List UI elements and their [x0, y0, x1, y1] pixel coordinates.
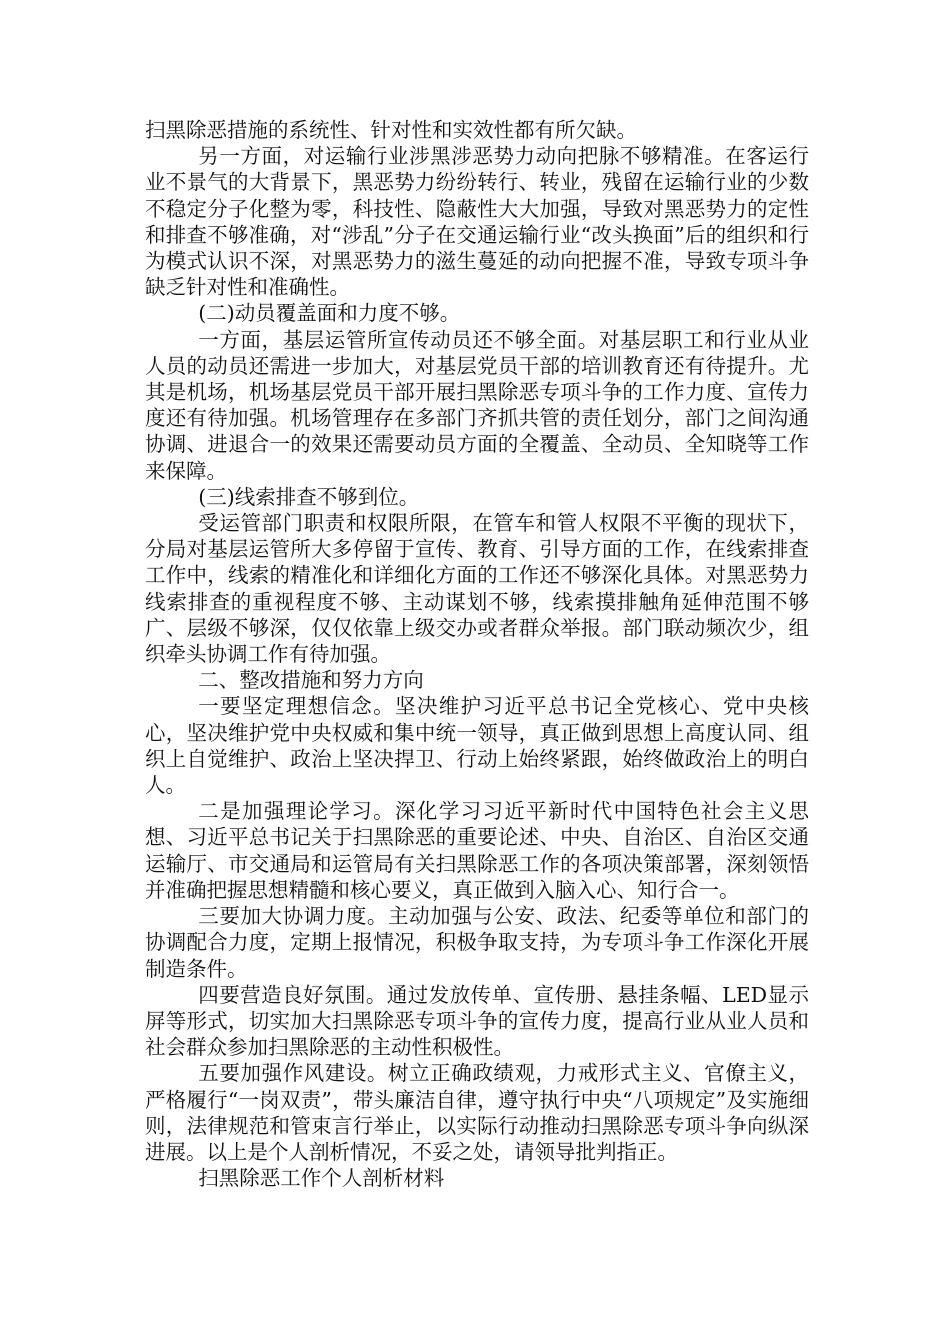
paragraph-measure-2: 二是加强理论学习。深化学习习近平新时代中国特色社会主义思想、习近平总书记关于扫黑除恶的重要论述、中央、自治区、自治区交通运输厅、市交通局和运管局有关扫黑除恶工作的各项决策部署，深刻领悟并准确把握思想精髓和核心要义，真正做到入脑入心、知行合一。: [145, 799, 809, 902]
paragraph-measure-3: 三要加大协调力度。主动加强与公安、政法、纪委等单位和部门的协调配合力度，定期上报情况，积极争取支持，为专项斗争工作深化开展制造条件。: [145, 904, 809, 981]
document-title-footer: 扫黑除恶工作个人剖析材料: [198, 1166, 445, 1191]
subheading-mobilization: (二)动员覆盖面和力度不够。: [198, 301, 461, 326]
document-body: [145, 117, 809, 1191]
section-heading-measures: 二、整改措施和努力方向: [198, 668, 424, 693]
paragraph-clue-screening: 受运管部门职责和权限所限，在管车和管人权限不平衡的现状下，分局对基层运管所大多停留于宣传、教育、引导方面的工作，在线索排查工作中，线索的精准化和详细化方面的工作还不够深化具体。对黑恶势力线索排查的重视程度不够、主动谋划不够，线索摸排触角延伸范围不够广、层级不够深，仅仅依靠上级交办或者群众举报。部门联动频次少，组织牵头协调工作有待加强。: [145, 511, 809, 667]
paragraph-continuation: 扫黑除恶措施的系统性、针对性和实效性都有所欠缺。: [145, 118, 637, 142]
subheading-clue-screening: (三)线索排查不够到位。: [198, 484, 420, 509]
paragraph-measure-1: 一要坚定理想信念。坚决维护习近平总书记全党核心、党中央核心，坚决维护党中央权威和集中统一领导，真正做到思想上高度认同、组织上自觉维护、政治上坚决捍卫、行动上始终紧跟，始终做政治上的明白人。: [145, 694, 809, 798]
paragraph-measure-5: 五要加强作风建设。树立正确政绩观，力戒形式主义、官僚主义，严格履行“一岗双责”，带头廉洁自律，遵守执行中央“八项规定”及实施细则，法律规范和管束言行举止，以实际行动推动扫黑除恶专项斗争向纵深进展。以上是个人剖析情况，不妥之处，请领导批判指正。: [145, 1061, 809, 1164]
paragraph-measure-4: 四要营造良好氛围。通过发放传单、宣传册、悬挂条幅、LED显示屏等形式，切实加大扫黑除恶专项斗争的宣传力度，提高行业从业人员和社会群众参加扫黑除恶的主动性积极性。: [145, 982, 809, 1060]
paragraph-mobilization: 一方面，基层运管所宣传动员还不够全面。对基层职工和行业从业人员的动员还需进一步加大，对基层党员干部的培训教育还有待提升。尤其是机场，机场基层党员干部开展扫黑除恶专项斗争的工作力度、宣传力度还有待加强。机场管理存在多部门齐抓共管的责任划分，部门之间沟通协调、进退合一的效果还需要动员方面的全覆盖、全动员、全知晓等工作来保障。: [145, 327, 809, 483]
paragraph-other-aspect: 另一方面，对运输行业涉黑涉恶势力动向把脉不够精准。在客运行业不景气的大背景下，黑恶势力纷纷转行、转业，残留在运输行业的少数不稳定分子化整为零，科技性、隐蔽性大大加强，导致对黑恶势力的定性和排查不够准确，对“涉乱”分子在交通运输行业“改头换面”后的组织和行为模式认识不深，对黑恶势力的滋生蔓延的动向把握不准，导致专项斗争缺乏针对性和准确性。: [145, 144, 809, 300]
